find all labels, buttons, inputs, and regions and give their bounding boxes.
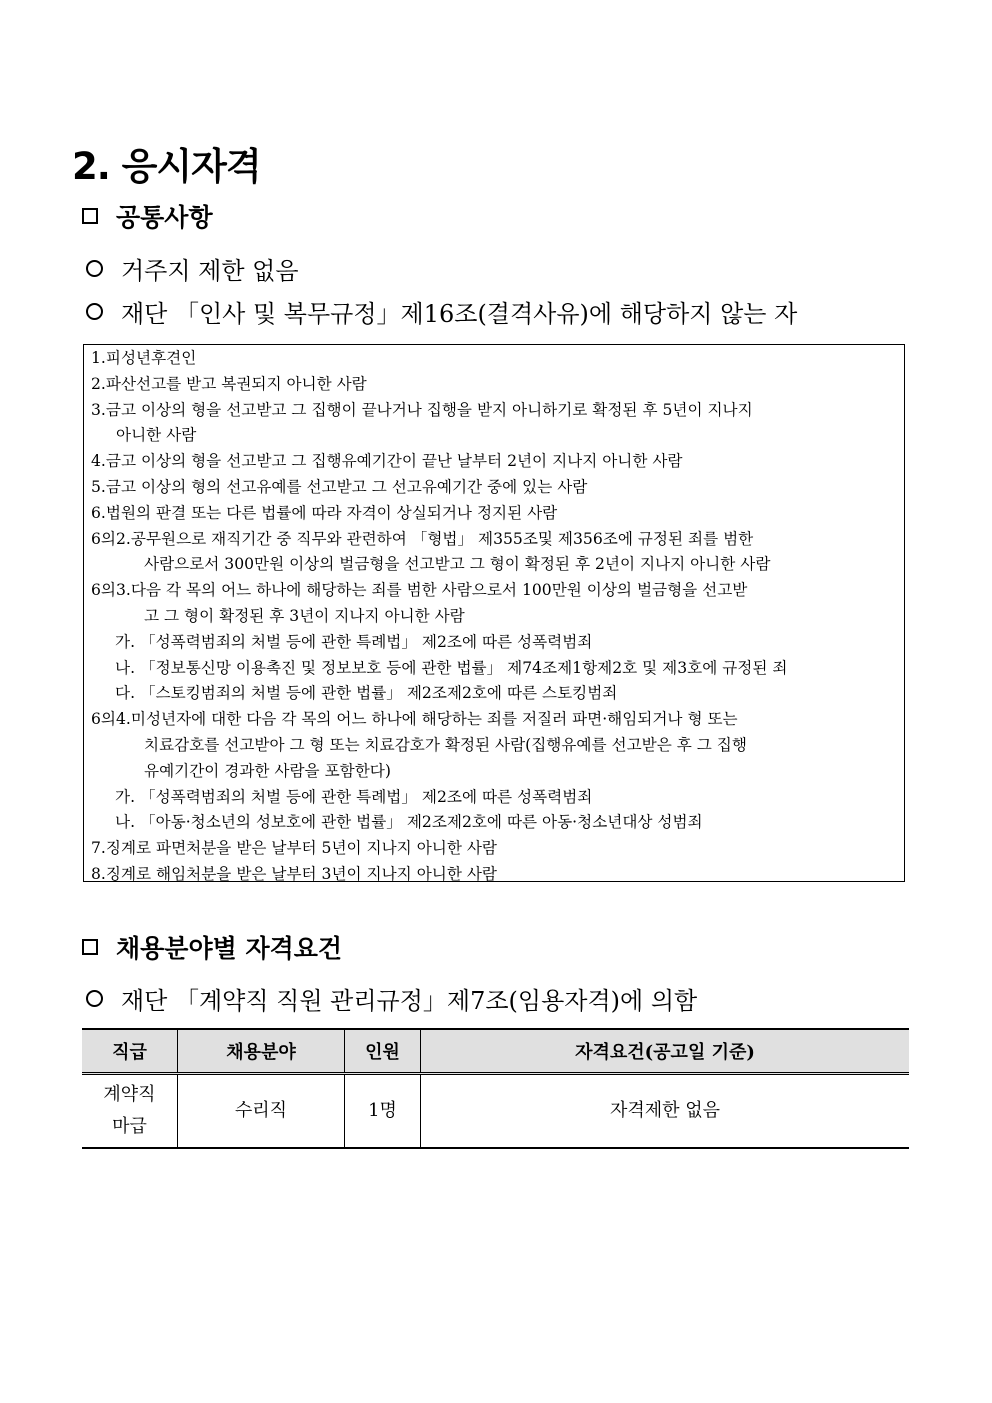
table-row xyxy=(82,1074,909,1149)
item-text: 피성년후견인 xyxy=(105,349,197,367)
list-item xyxy=(91,862,896,888)
list-item xyxy=(91,346,896,372)
item-text: 파산선고를 받고 복권되지 아니한 사람 xyxy=(105,374,367,393)
item-number: 8. xyxy=(91,864,106,883)
item-continuation: 유예기간이 경과한 사람을 포함한다) xyxy=(144,761,391,780)
item-number: 6의2. xyxy=(91,529,131,548)
item-text: 미성년자에 대한 다음 각 목의 어느 하나에 해당하는 죄를 저질러 파면·해임되거나 형 또는 xyxy=(130,710,738,729)
item-continuation: 아니한 사람 xyxy=(116,426,197,445)
item-number: 5. xyxy=(91,477,106,496)
item-continuation: 치료감호를 선고받아 그 형 또는 치료감호가 확정된 사람(집행유예를 선고받은 후 그 집행 xyxy=(144,735,747,754)
item-number: 7. xyxy=(91,839,106,858)
field-heading-text: 채용분야별 자격요건 xyxy=(116,934,343,963)
list-item xyxy=(91,398,896,424)
circle-bullet-icon xyxy=(86,303,103,320)
bullet-field-rule-text: 재단 「계약직 직원 관리규정」제7조(임용자격)에 의함 xyxy=(121,987,698,1015)
bullet-disqualification xyxy=(86,294,797,329)
item-number: 6의4. xyxy=(91,710,131,729)
disqualification-box xyxy=(83,344,905,882)
item-continuation: 고 그 형이 확정된 후 3년이 지나지 아니한 사람 xyxy=(144,606,465,625)
item-text: 징계로 해임처분을 받은 날부터 3년이 지나지 아니한 사람 xyxy=(105,864,497,883)
sub-item: 다. 「스토킹범죄의 처벌 등에 관한 법률」 제2조제2호에 따른 스토킹범죄 xyxy=(115,684,618,703)
list-item xyxy=(91,527,896,553)
circle-bullet-icon xyxy=(86,990,103,1007)
item-number: 6의3. xyxy=(91,581,131,600)
cell-grade-line1: 계약직 xyxy=(103,1084,156,1105)
sub-item: 나. 「아동·청소년의 성보호에 관한 법률」 제2조제2호에 따른 아동·청소년대상 성범죄 xyxy=(115,813,703,832)
list-item xyxy=(91,578,896,604)
table-header-row xyxy=(82,1029,909,1074)
square-bullet-icon xyxy=(82,939,98,955)
item-text: 금고 이상의 형의 선고유예를 선고받고 그 선고유예기간 중에 있는 사람 xyxy=(105,477,588,496)
item-number: 1. xyxy=(91,349,106,367)
cell-requirement: 자격제한 없음 xyxy=(421,1074,910,1149)
item-continuation: 사람으로서 300만원 이상의 벌금형을 선고받고 그 형이 확정된 후 2년이 지나지 아니한 사람 xyxy=(144,555,771,574)
page-title: 2. 응시자격 xyxy=(72,145,261,188)
item-number: 6. xyxy=(91,503,106,522)
list-item xyxy=(91,836,896,862)
common-heading-text: 공통사항 xyxy=(116,203,213,232)
col-grade-header: 직급 xyxy=(82,1029,178,1074)
cell-grade-line2: 마급 xyxy=(112,1116,147,1137)
list-item xyxy=(91,707,896,733)
col-field-header: 채용분야 xyxy=(178,1029,345,1074)
list-item xyxy=(91,475,896,501)
col-requirement-header: 자격요건(공고일 기준) xyxy=(421,1029,910,1074)
common-heading xyxy=(82,198,213,234)
sub-item: 가. 「성폭력범죄의 처벌 등에 관한 특례법」 제2조에 따른 성폭력범죄 xyxy=(115,632,593,651)
sub-item: 가. 「성폭력범죄의 처벌 등에 관한 특례법」 제2조에 따른 성폭력범죄 xyxy=(115,787,593,806)
square-bullet-icon xyxy=(82,208,98,224)
list-item xyxy=(91,449,896,475)
item-text: 다음 각 목의 어느 하나에 해당하는 죄를 범한 사람으로서 100만원 이상의 벌금형을 선고받 xyxy=(130,581,748,600)
sub-item: 나. 「정보통신망 이용촉진 및 정보보호 등에 관한 법률」 제74조제1항제2호 및 제3호에 규정된 죄 xyxy=(115,658,788,677)
bullet-residence xyxy=(86,251,299,286)
cell-grade xyxy=(82,1074,178,1149)
field-heading xyxy=(82,929,342,965)
item-text: 공무원으로 재직기간 중 직무와 관련하여 「형법」 제355조및 제356조에 규정된 죄를 범한 xyxy=(130,529,754,548)
requirements-table xyxy=(82,1028,909,1149)
cell-count: 1명 xyxy=(345,1074,421,1149)
item-text: 금고 이상의 형을 선고받고 그 집행이 끝나거나 집행을 받지 아니하기로 확정된 후 5년이 지나지 xyxy=(105,400,753,419)
col-count-header: 인원 xyxy=(345,1029,421,1074)
item-number: 4. xyxy=(91,452,106,471)
item-text: 금고 이상의 형을 선고받고 그 집행유예기간이 끝난 날부터 2년이 지나지 아니한 사람 xyxy=(105,452,683,471)
item-number: 3. xyxy=(91,400,106,419)
list-item xyxy=(91,501,896,527)
bullet-field-rule xyxy=(86,981,697,1016)
item-text: 징계로 파면처분을 받은 날부터 5년이 지나지 아니한 사람 xyxy=(105,839,497,858)
bullet-residence-text: 거주지 제한 없음 xyxy=(121,257,299,285)
list-item xyxy=(91,372,896,398)
circle-bullet-icon xyxy=(86,260,103,277)
item-number: 2. xyxy=(91,374,106,393)
item-text: 법원의 판결 또는 다른 법률에 따라 자격이 상실되거나 정지된 사람 xyxy=(105,503,558,522)
bullet-disqualification-text: 재단 「인사 및 복무규정」제16조(결격사유)에 해당하지 않는 자 xyxy=(121,300,798,328)
cell-field: 수리직 xyxy=(178,1074,345,1149)
